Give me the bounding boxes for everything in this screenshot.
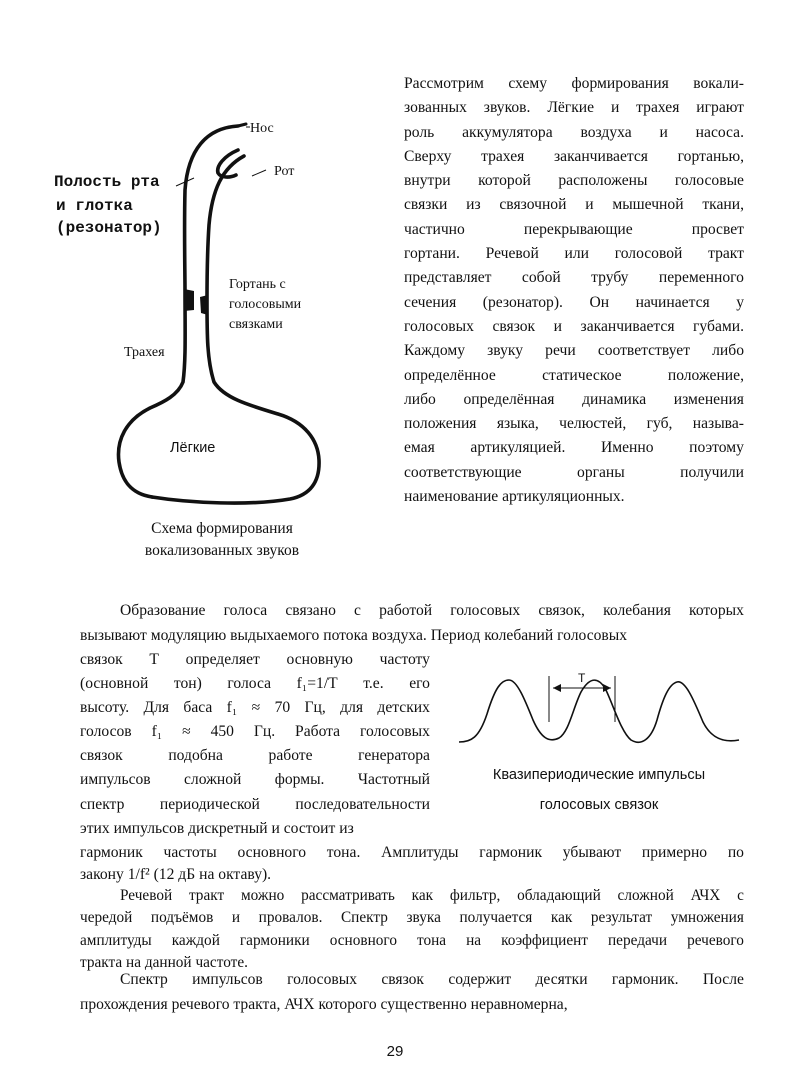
text-line: голосовых связок и заканчивается губами.	[404, 317, 744, 335]
text-line: высоту. Для баса f₁ ≈ 70 Гц, для детских	[80, 699, 430, 717]
text-line: положения языка, челюстей, губ, называ-	[404, 415, 744, 433]
trachea-label: Трахея	[124, 345, 165, 360]
oral-cavity-label-3: (резонатор)	[56, 219, 162, 237]
text-line: сечения (резонатор). Он начинается у	[404, 293, 744, 311]
vocal-tract-filter-paragraph	[80, 885, 744, 975]
text-line: Образование голоса связано с работой голосовых связок, колебания которых	[120, 602, 744, 619]
text-line: либо определённая динамика изменения	[404, 390, 744, 408]
vocal-fold-right	[200, 295, 208, 315]
diagram-caption	[112, 518, 332, 562]
text-line: прохождения речевого тракта, АЧХ которого существенно неравномерна,	[80, 995, 568, 1013]
diagram-caption-line: Схема формирования	[151, 520, 293, 537]
text-line: роль аккумулятора воздуха и насоса.	[404, 123, 744, 141]
oral-cavity-label-2: и глотка	[56, 197, 133, 215]
text-line: наименование артикуляционных.	[404, 488, 625, 506]
period-arrowhead-left	[553, 684, 561, 692]
text-line: амплитуды каждой гармоники основного тона на коэффициент передачи речевого	[80, 931, 744, 949]
larynx-label-1: Гортань с	[229, 277, 286, 292]
text-line: Речевой тракт можно рассматривать как фильтр, обладающий сложной АЧХ с	[120, 887, 744, 904]
text-line: емая артикуляцией. Именно поэтому	[404, 439, 744, 457]
page-number: 29	[386, 1043, 404, 1060]
text-line: (основной тон) голоса f₁=1/T т.е. его	[80, 675, 430, 693]
text-line: Каждому звуку речи соответствует либо	[404, 342, 744, 360]
period-label: T	[578, 671, 586, 685]
text-line: соответствующие органы получили	[404, 463, 744, 481]
text-line: Сверху трахея заканчивается гортанью,	[404, 147, 744, 165]
intro-paragraph	[404, 72, 744, 509]
lungs-label: Лёгкие	[170, 440, 216, 456]
larynx-label-3: связками	[229, 317, 283, 332]
diagram-caption-line: вокализованных звуков	[144, 542, 300, 559]
text-line: гармоник частоты основного тона. Амплитуды гармоник убывают примерно по	[80, 844, 744, 861]
voice-paragraph-bottom	[80, 842, 744, 886]
mouth-label: Рот	[274, 164, 295, 179]
nose-line	[238, 124, 246, 126]
pulse-waveform-figure	[455, 668, 745, 750]
pulse-figure-caption	[458, 760, 740, 820]
text-line: определённое статическое положение,	[404, 366, 744, 384]
spectrum-paragraph	[80, 968, 744, 1017]
text-line: этих импульсов дискретный и состоит из	[80, 819, 354, 837]
oral-cavity-label-1: Полость рта	[54, 173, 160, 191]
text-line: гортани. Речевой или голосовой тракт	[404, 245, 744, 263]
text-line: представляет собой трубу переменного	[404, 269, 744, 287]
text-line: Спектр импульсов голосовых связок содержит десятки гармоник. После	[120, 971, 744, 988]
text-line: Рассмотрим схему формирования вокали-	[404, 75, 744, 92]
mouth-pointer	[252, 170, 266, 176]
text-line: частично перекрывающие просвет	[404, 220, 744, 238]
text-line: тракта на данной частоте.	[80, 954, 248, 972]
larynx-label-2: голосовыми	[229, 297, 302, 312]
text-line: спектр периодической последовательности	[80, 795, 430, 813]
text-line: закону 1/f² (12 дБ на октаву).	[80, 866, 272, 883]
text-line: голосов f₁ ≈ 450 Гц. Работа голосовых	[80, 723, 430, 741]
text-line: связок Т определяет основную частоту	[80, 651, 430, 668]
nose-label: Нос	[250, 121, 274, 136]
text-line: связки из связочной и мышечной ткани,	[404, 196, 744, 214]
text-line: чередой подъёмов и провалов. Спектр звука получается как результат умножения	[80, 909, 744, 927]
text-line: вызывают модуляцию выдыхаемого потока воздуха. Период колебаний голосовых	[80, 626, 628, 644]
pulse-waveform	[459, 680, 739, 742]
vocal-fold-left	[184, 289, 194, 311]
voice-paragraph-top	[80, 599, 744, 648]
pulse-caption-line: Квазипериодические импульсы	[492, 767, 706, 783]
text-line: зованных звуков. Лёгкие и трахея играют	[404, 99, 744, 117]
text-line: внутри которой расположены голосовые	[404, 172, 744, 190]
pulse-caption-line: голосовых связок	[539, 797, 659, 813]
text-line: связок подобна работе генератора	[80, 747, 430, 765]
voice-paragraph-left	[80, 648, 430, 841]
text-line: импульсов сложной формы. Частотный	[80, 771, 430, 789]
